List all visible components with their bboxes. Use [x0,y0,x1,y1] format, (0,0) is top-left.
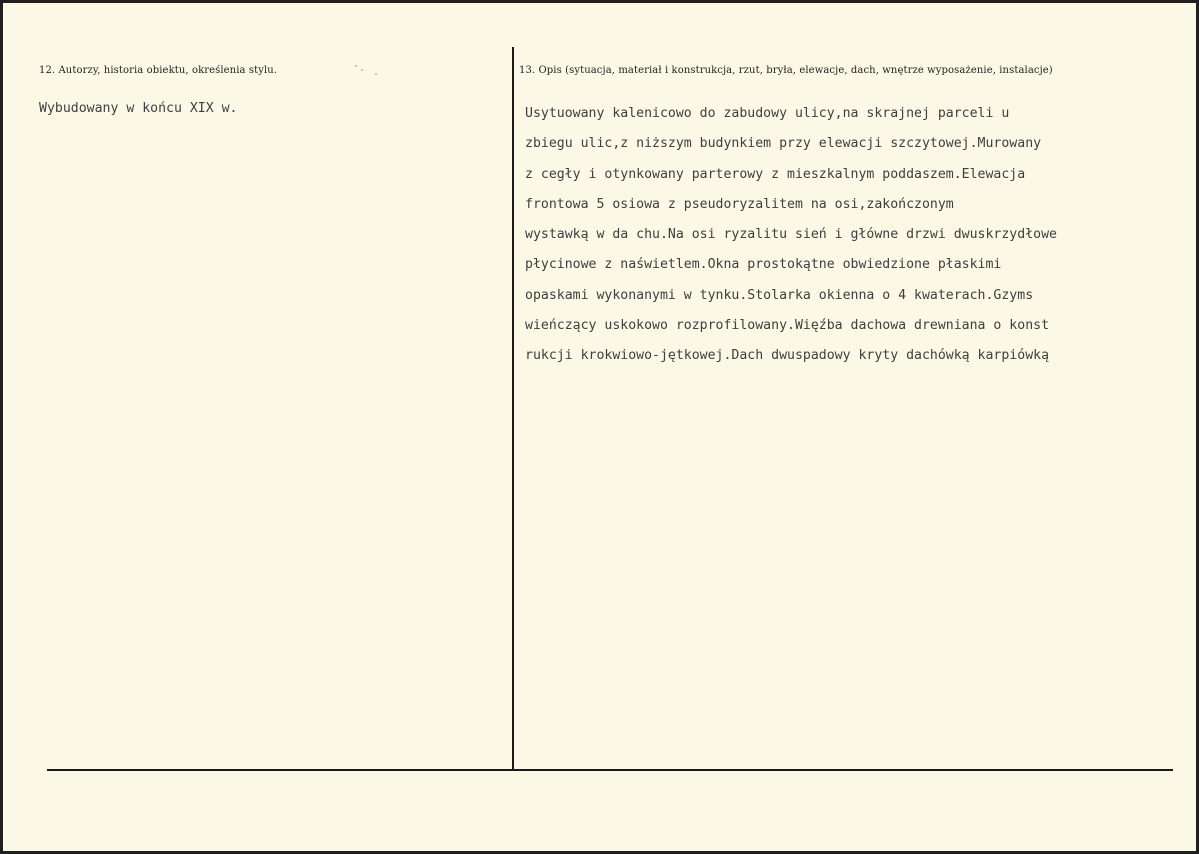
description-line-6: płycinowe z naświetlem.Okna prostokątne obwiedzione płaskimi [525,257,1002,273]
section-13-header: 13. Opis (sytuacja, materiał i konstrukcja, rzut, bryła, elewacje, dach, wnętrze wyposażenie, instalacje) [519,65,1053,76]
section-12-text: Wybudowany w końcu XIX w. [39,101,238,116]
paper-speck [375,73,377,75]
description-line-1: Usytuowany kalenicowo do zabudowy ulicy,na skrajnej parceli u [525,106,1010,121]
paper-speck [361,69,363,71]
description-line-8: wieńczący uskokowo rozprofilowany.Więźba dachowa drewniana o konst [525,318,1050,334]
description-line-9: rukcji krokwiowo-jętkowej.Dach dwuspadowy kryty dachówką karpiówką [525,348,1050,364]
paper-speck [355,65,357,67]
vertical-divider [512,47,514,769]
section-13-text [525,99,1195,372]
description-line-4: frontowa 5 osiowa z pseudoryzalitem na osi,zakończonym [525,196,954,212]
description-line-3: z cegły i otynkowany parterowy z mieszkalnym poddaszem.Elewacja [525,166,1026,182]
section-12-header: 12. Autorzy, historia obiektu, określenia stylu. [39,65,278,76]
description-line-5: wystawką w da chu.Na osi ryzalitu sień i główne drzwi dwuskrzydłowe [525,227,1057,243]
description-line-2: zbiegu ulic,z niższym budynkiem przy elewacji szczytowej.Murowany [525,136,1042,152]
horizontal-divider [47,769,1173,771]
description-line-7: opaskami wykonanymi w tynku.Stolarka okienna o 4 kwaterach.Gzyms [525,287,1034,303]
